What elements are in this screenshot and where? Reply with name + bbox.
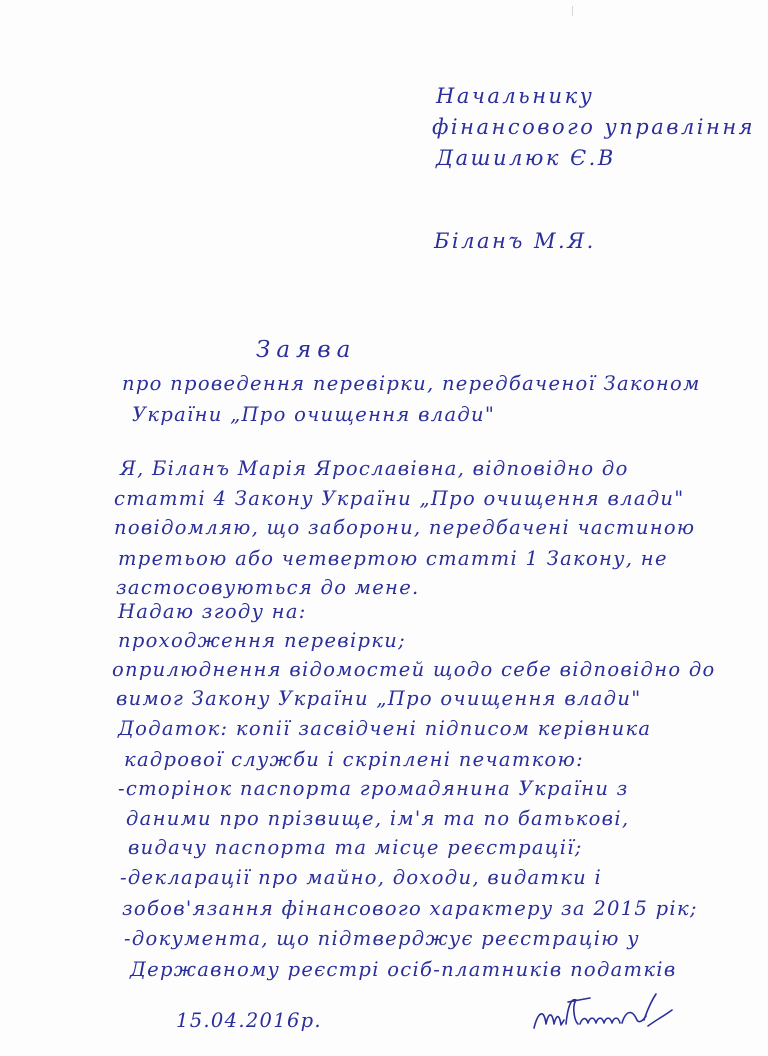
body-line: -документа, що підтверджує реєстрацію у — [124, 927, 640, 950]
body-line: -сторінок паспорта громадянина України з — [118, 777, 629, 800]
body-line: видачу паспорта та місце реєстрації; — [128, 836, 583, 859]
body-line: кадрової служби і скріплені печаткою: — [124, 748, 584, 771]
body-line: -декларації про майно, доходи, видатки і — [120, 866, 603, 889]
body-line: третьою або четвертою статті 1 Закону, не — [118, 547, 668, 570]
body-line: зобов'язання фінансового характеру за 2015 рік; — [122, 897, 698, 920]
scan-edge-mark — [572, 6, 579, 16]
subtitle-line-2: України „Про очищення влади" — [132, 403, 496, 426]
body-line: даними про прізвище, ім'я та по батькові, — [126, 807, 630, 830]
body-line: повідомляю, що заборони, передбачені частиною — [114, 516, 696, 539]
handwritten-signature — [528, 990, 678, 1038]
body-line: Надаю згоду на: — [118, 600, 307, 623]
signature-scribble — [528, 990, 678, 1038]
addressee-line-1: Начальнику — [436, 84, 595, 108]
body-line: вимог Закону України „Про очищення влади" — [116, 687, 642, 710]
body-line: Додаток: копії засвідчені підписом керівника — [118, 717, 652, 740]
body-line: Державному реєстрі осіб-платників податків — [130, 958, 677, 981]
subtitle-line-1: про проведення перевірки, передбаченої Законом — [122, 372, 701, 395]
body-line: проходження перевірки; — [118, 629, 406, 652]
body-line: оприлюднення відомостей щодо себе відповідно до — [112, 658, 716, 681]
date: 15.04.2016р. — [176, 1009, 322, 1032]
body-line: застосовуються до мене. — [116, 576, 420, 599]
body-line: Я, Біланъ Марія Ярославівна, відповідно до — [120, 457, 629, 480]
addressee-line-2: фінансового управління — [432, 115, 756, 139]
addressee-line-3: Дашилюк Є.В — [436, 146, 616, 170]
document-title: Заява — [256, 337, 357, 363]
sender-name: Біланъ М.Я. — [434, 229, 596, 253]
body-line: статті 4 Закону України „Про очищення влади" — [114, 487, 685, 510]
